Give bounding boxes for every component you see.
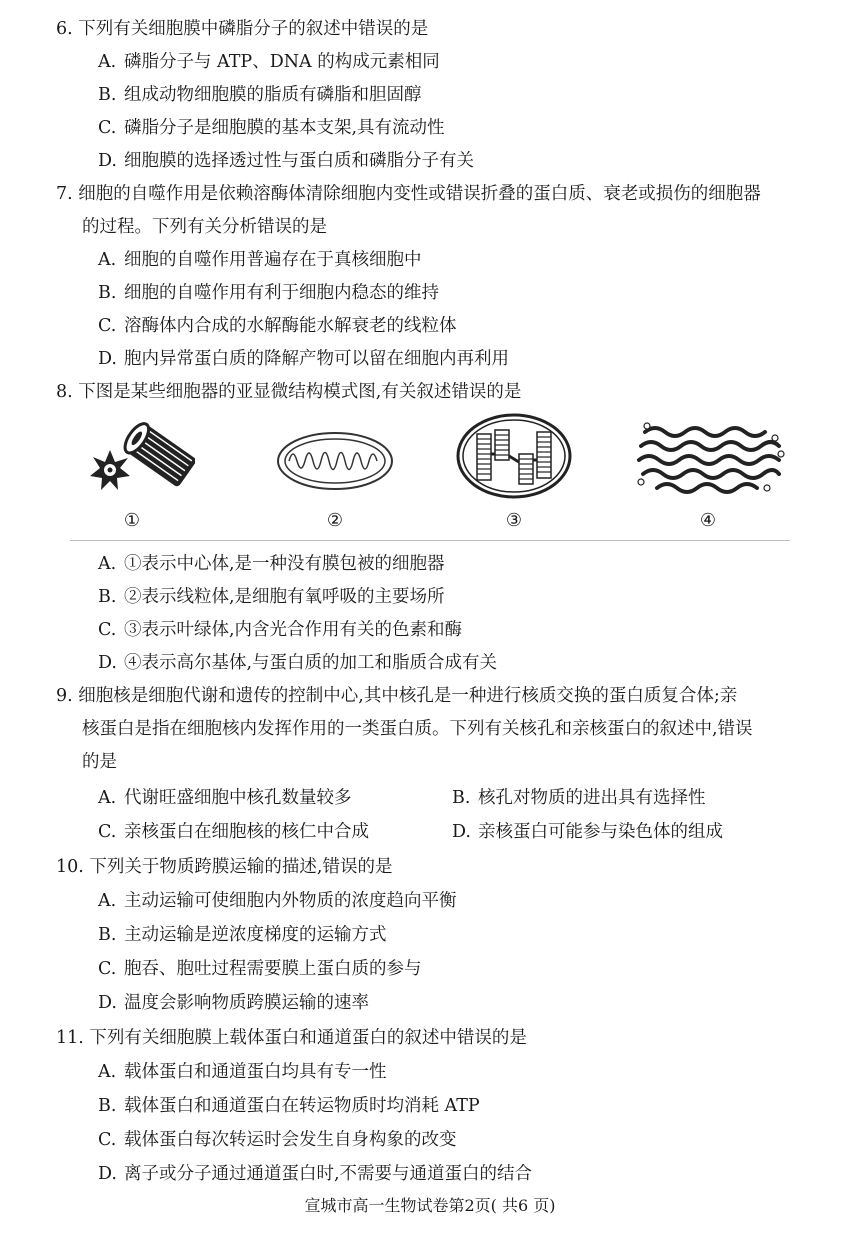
question-number: 6. [56, 19, 73, 39]
option-text: 胞内异常蛋白质的降解产物可以留在细胞内再利用 [124, 349, 509, 369]
option-letter: A. [98, 788, 117, 808]
question-number: 7. [56, 184, 73, 204]
option-letter: D. [98, 349, 117, 369]
option-10b [98, 919, 387, 952]
question-number: 9. [56, 686, 73, 706]
option-letter: A. [98, 891, 117, 911]
option-10a [98, 885, 457, 918]
option-10d [98, 987, 369, 1020]
option-text: 细胞的自噬作用普遍存在于真核细胞中 [124, 250, 422, 270]
organelle-figure [70, 410, 790, 541]
option-letter: B. [98, 587, 117, 607]
option-7d [98, 343, 509, 376]
question-6-stem [56, 13, 428, 46]
question-text: 核蛋白是指在细胞核内发挥作用的一类蛋白质。下列有关核孔和亲核蛋白的叙述中,错误 [82, 719, 753, 739]
option-11c [98, 1124, 457, 1157]
golgi-image [635, 418, 785, 498]
figure-label-2: ② [326, 510, 344, 531]
option-text: 载体蛋白每次转运时会发生自身构象的改变 [124, 1130, 457, 1150]
option-7a [98, 244, 422, 277]
option-9a [98, 782, 352, 815]
option-text: 亲核蛋白可能参与染色体的组成 [478, 822, 723, 842]
option-9d [452, 816, 723, 849]
option-letter: D. [98, 1164, 117, 1184]
option-text: 离子或分子通过通道蛋白时,不需要与通道蛋白的结合 [124, 1164, 533, 1184]
option-11a [98, 1056, 387, 1089]
option-7c [98, 310, 457, 343]
option-text: 代谢旺盛细胞中核孔数量较多 [124, 788, 352, 808]
option-text: 亲核蛋白在细胞核的核仁中合成 [124, 822, 369, 842]
option-text: 载体蛋白和通道蛋白均具有专一性 [124, 1062, 387, 1082]
option-9c [98, 816, 369, 849]
option-text: ③表示叶绿体,内含光合作用有关的色素和酶 [124, 620, 463, 640]
option-letter: B. [98, 1096, 117, 1116]
question-text: 的过程。下列有关分析错误的是 [82, 217, 327, 237]
option-11d [98, 1158, 532, 1191]
question-11-stem [56, 1022, 527, 1055]
mitochondrion-image [275, 430, 395, 492]
option-letter: B. [98, 283, 117, 303]
chloroplast-image [455, 412, 573, 500]
option-letter: D. [98, 993, 117, 1013]
option-text: 组成动物细胞膜的脂质有磷脂和胆固醇 [124, 85, 422, 105]
option-8d [98, 647, 497, 680]
option-text: 细胞的自噬作用有利于细胞内稳态的维持 [124, 283, 439, 303]
option-letter: C. [98, 316, 117, 336]
option-8c [98, 614, 462, 647]
question-text: 细胞核是细胞代谢和遗传的控制中心,其中核孔是一种进行核质交换的蛋白质复合体;亲 [78, 686, 738, 706]
option-text: 温度会影响物质跨膜运输的速率 [124, 993, 369, 1013]
option-10c [98, 953, 422, 986]
option-text: 磷脂分子与 ATP、DNA 的构成元素相同 [124, 52, 440, 72]
figure-label-4: ④ [699, 510, 717, 531]
option-text: 主动运输是逆浓度梯度的运输方式 [124, 925, 387, 945]
option-letter: C. [98, 822, 117, 842]
option-letter: B. [452, 788, 471, 808]
option-text: ④表示高尔基体,与蛋白质的加工和脂质合成有关 [124, 653, 498, 673]
question-text: 下列有关细胞膜中磷脂分子的叙述中错误的是 [78, 19, 429, 39]
option-letter: C. [98, 620, 117, 640]
option-6b [98, 79, 422, 112]
option-6a [98, 46, 440, 79]
question-text: 下列关于物质跨膜运输的描述,错误的是 [89, 857, 393, 877]
option-letter: D. [98, 653, 117, 673]
option-text: 载体蛋白和通道蛋白在转运物质时均消耗 ATP [124, 1096, 480, 1116]
question-text: 的是 [82, 752, 117, 772]
figure-label-1: ① [123, 510, 141, 531]
option-text: 细胞膜的选择透过性与蛋白质和磷脂分子有关 [124, 151, 474, 171]
option-text: ②表示线粒体,是细胞有氧呼吸的主要场所 [124, 587, 445, 607]
figure-label-3: ③ [505, 510, 523, 531]
question-8-stem [56, 376, 521, 409]
option-7b [98, 277, 439, 310]
question-number: 11. [56, 1028, 84, 1048]
question-7-stem [56, 178, 761, 211]
option-letter: A. [98, 1062, 117, 1082]
option-letter: C. [98, 118, 117, 138]
option-9b [452, 782, 706, 815]
option-text: 胞吞、胞吐过程需要膜上蛋白质的参与 [124, 959, 422, 979]
question-10-stem [56, 851, 392, 884]
option-6c [98, 112, 445, 145]
option-11b [98, 1090, 480, 1123]
option-letter: A. [98, 250, 117, 270]
option-letter: D. [98, 151, 117, 171]
option-text: ①表示中心体,是一种没有膜包被的细胞器 [124, 554, 445, 574]
option-text: 磷脂分子是细胞膜的基本支架,具有流动性 [124, 118, 445, 138]
option-6d [98, 145, 474, 178]
question-7-stem-line2 [82, 211, 327, 244]
question-text: 细胞的自噬作用是依赖溶酶体清除细胞内变性或错误折叠的蛋白质、衰老或损伤的细胞器 [78, 184, 761, 204]
option-letter: B. [98, 85, 117, 105]
option-letter: C. [98, 1130, 117, 1150]
question-number: 8. [56, 382, 73, 402]
option-8b [98, 581, 445, 614]
option-letter: C. [98, 959, 117, 979]
question-text: 下列有关细胞膜上载体蛋白和通道蛋白的叙述中错误的是 [89, 1028, 527, 1048]
option-letter: A. [98, 52, 117, 72]
option-letter: D. [452, 822, 471, 842]
option-letter: B. [98, 925, 117, 945]
option-text: 核孔对物质的进出具有选择性 [478, 788, 706, 808]
question-9-stem [56, 680, 737, 713]
option-text: 主动运输可使细胞内外物质的浓度趋向平衡 [124, 891, 457, 911]
option-letter: A. [98, 554, 117, 574]
option-8a [98, 548, 445, 581]
question-9-stem-line2 [82, 713, 753, 746]
page-footer: 宣城市高一生物试卷第2页( 共6 页) [304, 1196, 556, 1215]
question-number: 10. [56, 857, 84, 877]
question-text: 下图是某些细胞器的亚显微结构模式图,有关叙述错误的是 [78, 382, 522, 402]
question-9-stem-line3 [82, 746, 117, 779]
centriole-image [80, 415, 195, 500]
option-text: 溶酶体内合成的水解酶能水解衰老的线粒体 [124, 316, 457, 336]
